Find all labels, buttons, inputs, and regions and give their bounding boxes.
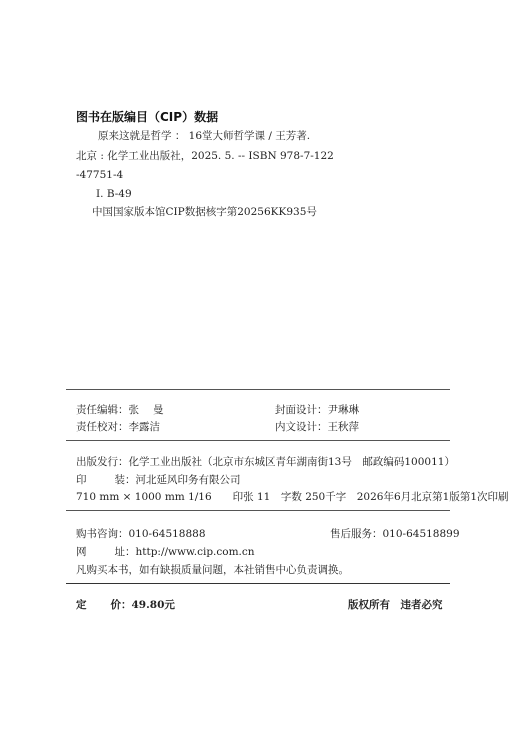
printer-label: 印 (76, 474, 87, 486)
website-value: 址：http://www.cip.com.cn (114, 546, 255, 558)
cover-design-credit: 封面设计：尹琳琳 (275, 404, 359, 416)
cip-line-4: Ⅰ. B-49 (96, 188, 132, 200)
purchase-phone: 购书咨询：010-64518888 (76, 528, 206, 540)
service-phone: 售后服务：010-64518899 (330, 528, 460, 540)
website-label: 网 (76, 546, 87, 558)
publisher-line: 出版发行：化学工业出版社（北京市东城区青年湖南街13号 邮政编码100011） (76, 456, 455, 468)
cip-title: 图书在版编目（CIP）数据 (76, 110, 219, 124)
interior-design-credit: 内文设计：王秋萍 (275, 421, 359, 433)
editor-name-part: 曼 (153, 404, 164, 416)
divider-2 (66, 440, 450, 441)
printer-value: 装：河北延风印务有限公司 (114, 474, 241, 486)
replacement-notice: 凡购买本书，如有缺损质量问题，本社销售中心负责调换。 (76, 564, 349, 576)
cip-line-1: 原来这就是哲学 ： 16堂大师哲学课 / 王芳著. (98, 130, 311, 142)
cip-line-5: 中国国家版本馆CIP数据核字第20256KK935号 (92, 206, 317, 218)
proofreader-credit: 责任校对：李露洁 (76, 421, 160, 433)
website-line (76, 545, 255, 559)
divider-4 (66, 583, 450, 584)
cip-line-3: -47751-4 (76, 169, 124, 181)
price-value: 价：49.80元 (110, 599, 175, 611)
cip-line-2: 北京 : 化学工业出版社，2025. 5. -- ISBN 978-7-122 (76, 150, 334, 162)
divider-1 (66, 389, 450, 390)
divider-3 (66, 510, 450, 511)
rights-notice: 版权所有 违者必究 (348, 599, 443, 611)
printer-line (76, 473, 241, 487)
book-specs: 710 mm × 1000 mm 1/16 印张 11 字数 250千字 2026年6月北京第1版第1次印刷 (76, 491, 509, 503)
editor-label: 责任编辑：张 (76, 404, 139, 416)
price-label: 定 (76, 599, 87, 611)
price (76, 598, 175, 612)
editor-credit (76, 403, 164, 417)
